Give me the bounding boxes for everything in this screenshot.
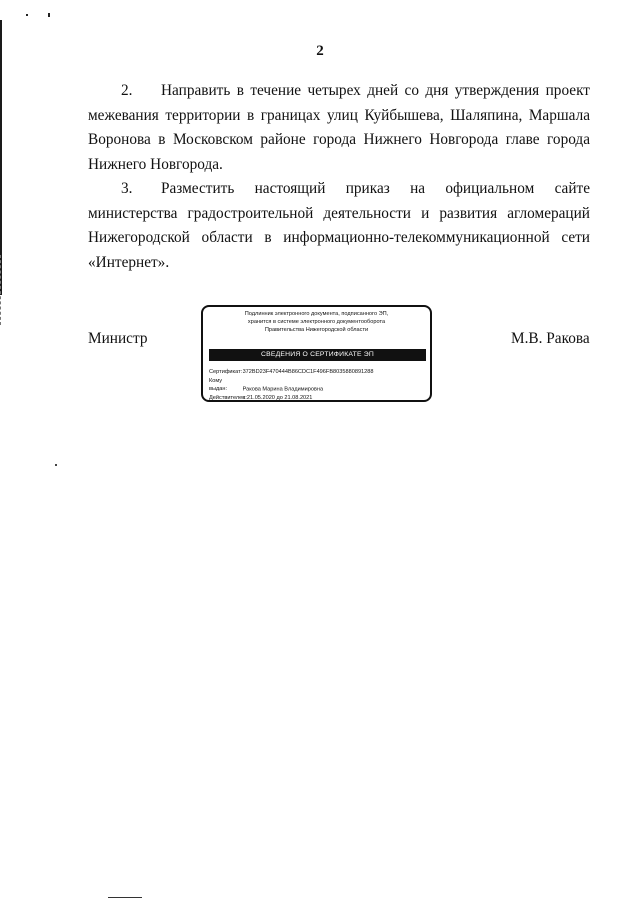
stamp-cert-row [209, 368, 426, 377]
stamp-valid-label: Действителен: [209, 394, 247, 401]
paragraph-text: Разместить настоящий приказ на официальном сайте министерства градостроительной деятельности и развития агломераций Нижегородской области в информационно-телекоммуникационной сети «Интернет». [88, 180, 590, 271]
stamp-details [209, 368, 426, 402]
paragraph-2 [88, 79, 590, 177]
stamp-valid-row [209, 394, 426, 403]
stamp-certificate-bar: СВЕДЕНИЯ О СЕРТИФИКАТЕ ЭП [209, 349, 426, 361]
scan-speck [26, 14, 28, 16]
stamp-header-line: Подлинник электронного документа, подписанного ЭП, [244, 311, 389, 317]
scan-left-edge [0, 20, 2, 295]
signer-title: Министр [88, 330, 148, 347]
footer-rule [108, 897, 142, 898]
stamp-owner-label: Кому выдан: [209, 377, 228, 393]
electronic-signature-stamp [201, 305, 432, 402]
scan-speck [48, 13, 50, 17]
scan-speck [55, 464, 57, 466]
signer-name: М.В. Ракова [511, 330, 590, 347]
stamp-cert-label: Сертификат: [209, 369, 243, 375]
stamp-header [209, 311, 424, 334]
stamp-owner-value: Ракова Марина Владимировна [242, 386, 324, 393]
stamp-valid-value: с 21.05.2020 до 21.08.2021 [242, 394, 313, 401]
paragraph-text: Направить в течение четырех дней со дня утверждения проект межевания территории в границах улиц Куйбышева, Шаляпина, Маршала Воронова в Московском районе города Нижнего Новгорода главе города Нижнего Новгорода. [88, 82, 590, 173]
paragraph-number: 3. [121, 180, 133, 197]
stamp-header-line: хранится в системе электронного документооборота [247, 318, 386, 325]
page-number: 2 [316, 43, 324, 59]
stamp-header-line: Правительства Нижегородской области [264, 326, 369, 333]
paragraph-number: 2. [121, 82, 133, 99]
stamp-cert-value: 372BD23F470444B86CDC1F496FB8035880891288 [242, 369, 374, 375]
paragraph-3 [88, 177, 590, 275]
scan-edge-ticks [0, 255, 7, 325]
stamp-owner-row [209, 377, 426, 394]
